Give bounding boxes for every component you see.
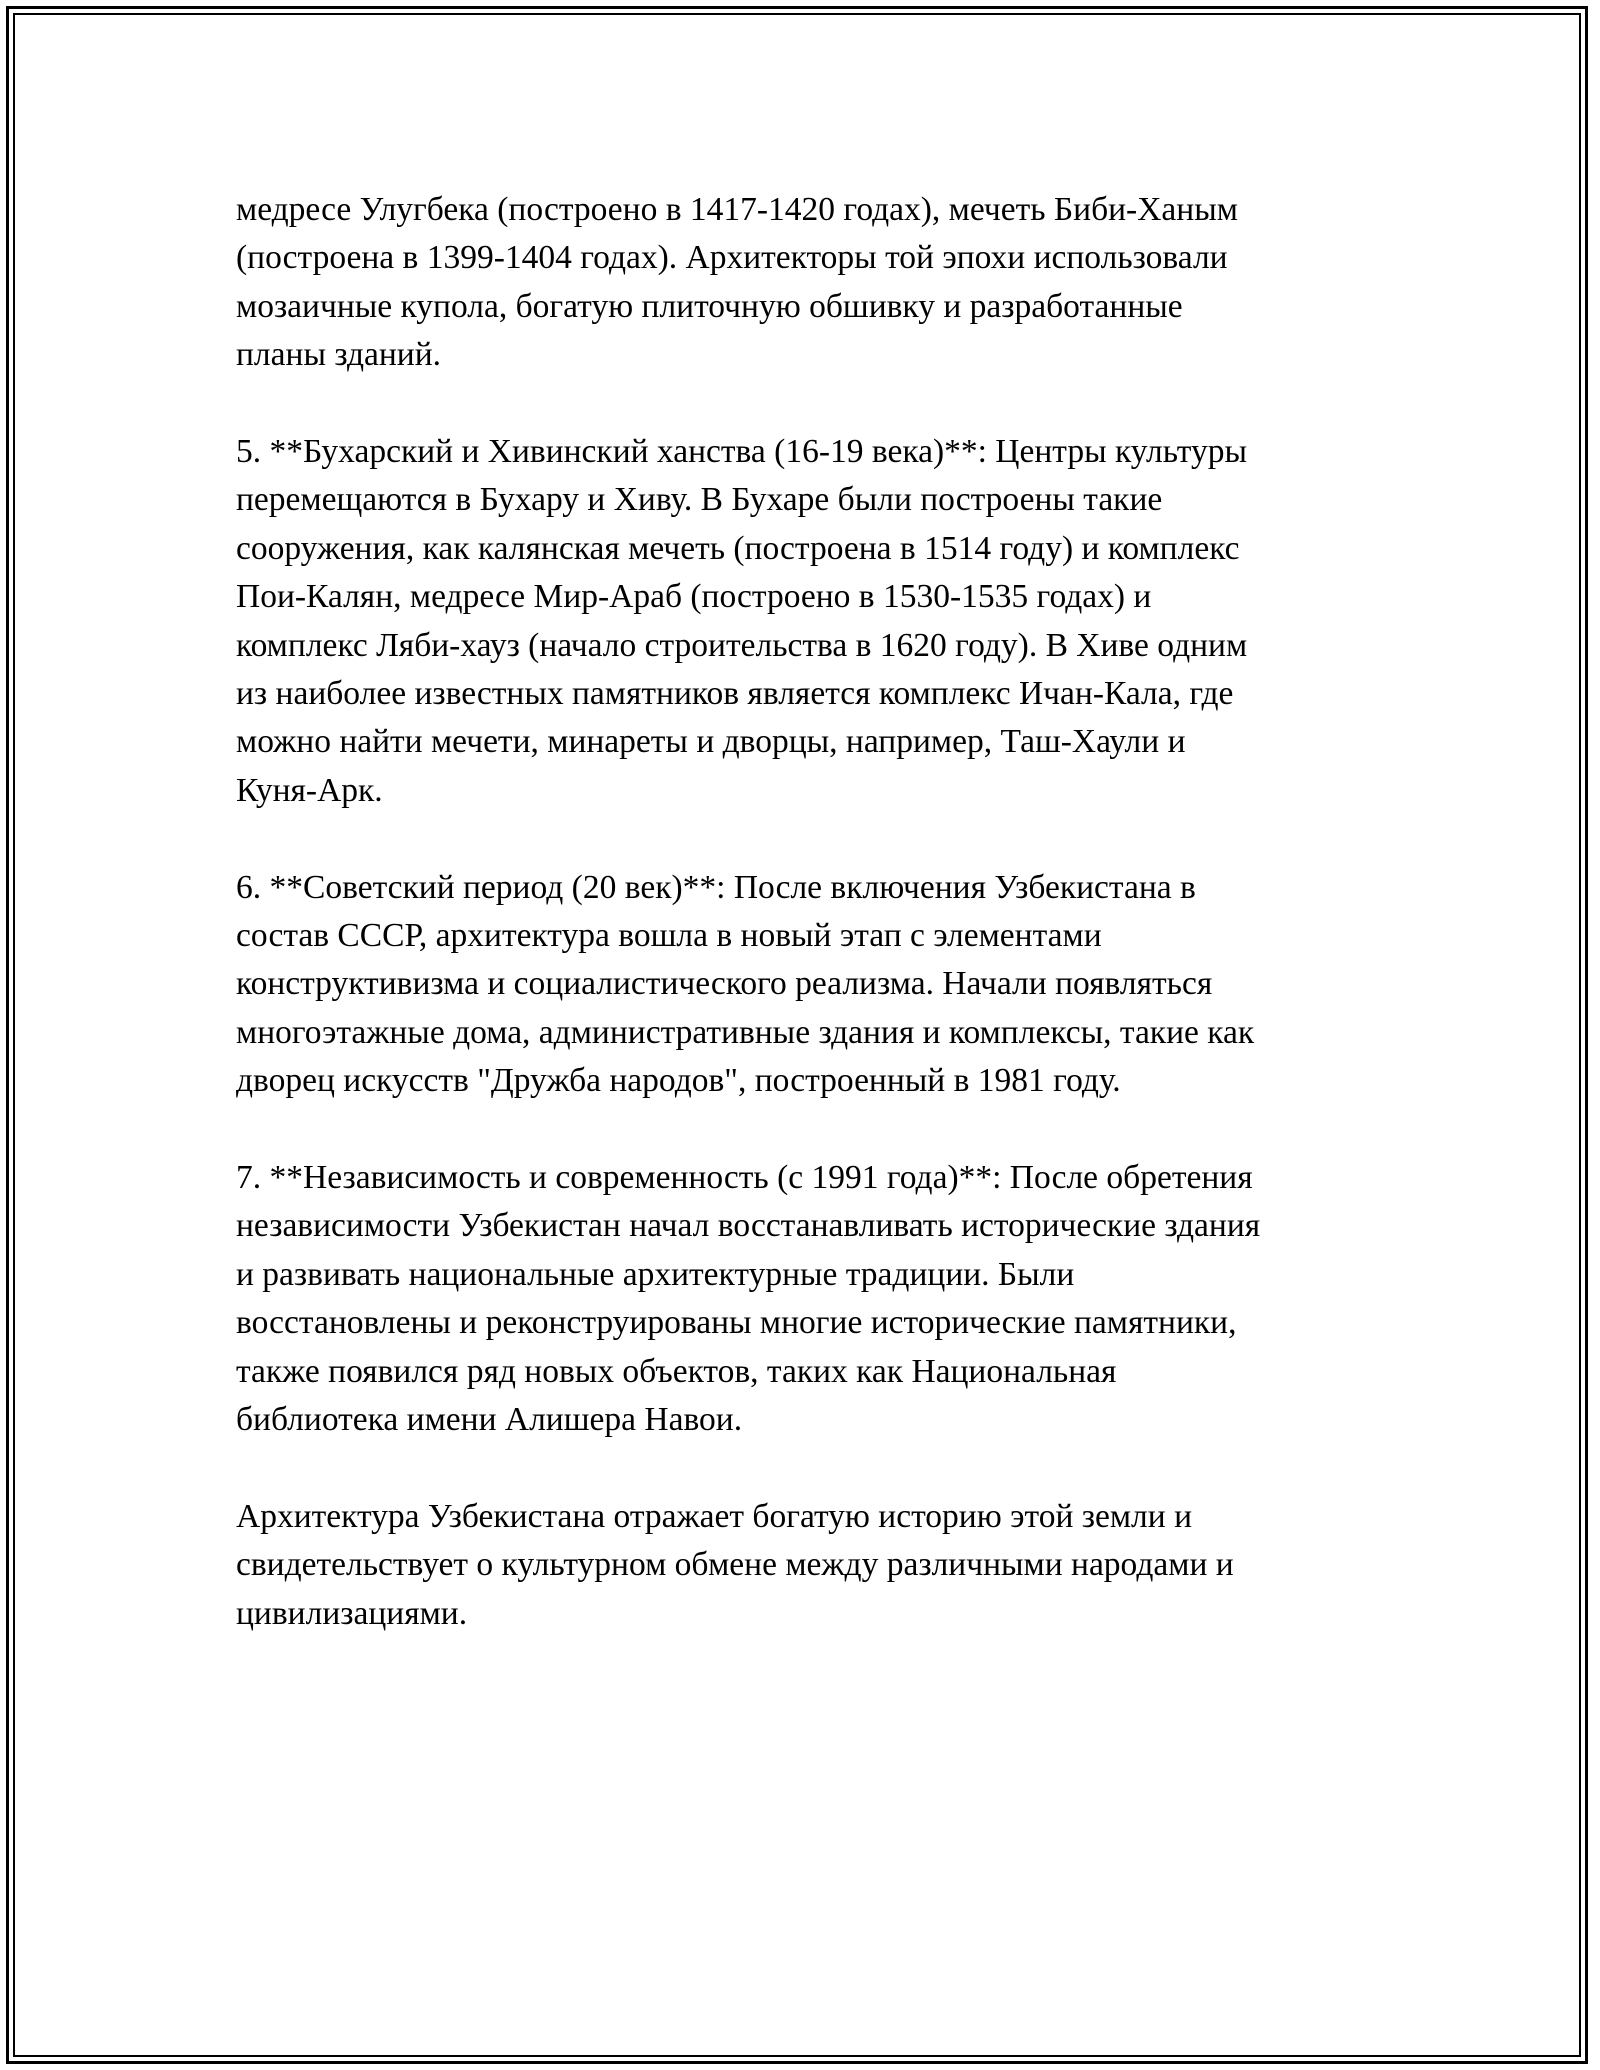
text-line: состав СССР, архитектура вошла в новый этап с элементами [236,917,1102,955]
text-line: также появился ряд новых объектов, таких как Национальная [236,1352,1117,1390]
text-line: многоэтажные дома, административные здания и комплексы, такие как [236,1013,1255,1051]
paragraph-ulugbek-madrasa [236,186,1376,380]
text-line: восстановлены и реконструированы многие исторические памятники, [236,1304,1237,1342]
text-line: 5. **Бухарский и Хивинский ханства (16-19 века)**: Центры культуры [236,433,1247,471]
text-line: из наиболее известных памятников является комплекс Ичан-Кала, где [236,675,1234,713]
text-line: перемещаются в Бухару и Хиву. В Бухаре были построены такие [236,481,1163,519]
text-line: сооружения, как калянская мечеть (построена в 1514 году) и комплекс [236,529,1240,567]
document-body [236,186,1376,1638]
text-line: (построена в 1399-1404 годах). Архитекторы той эпохи использовали [236,239,1228,277]
text-line: 6. **Советский период (20 век)**: После включения Узбекистана в [236,868,1196,906]
paragraph-independence [236,1154,1376,1444]
text-line: Куня-Арк. [236,771,383,809]
text-line: свидетельствует о культурном обмене между различными народами и [236,1546,1234,1584]
text-line: цивилизациями. [236,1594,468,1632]
text-line: Пои-Калян, медресе Мир-Араб (построено в 1530-1535 годах) и [236,578,1152,616]
text-line: дворец искусств "Дружба народов", построенный в 1981 году. [236,1062,1121,1100]
text-line: можно найти мечети, минареты и дворцы, например, Таш-Хаули и [236,723,1186,761]
paragraph-conclusion [236,1493,1376,1638]
text-line: мозаичные купола, богатую плиточную обшивку и разработанные [236,287,1183,325]
text-line: независимости Узбекистан начал восстанавливать исторические здания [236,1207,1261,1245]
text-line: планы зданий. [236,336,442,374]
text-line: библиотека имени Алишера Навои. [236,1401,743,1439]
text-line: 7. **Независимость и современность (с 1991 года)**: После обретения [236,1159,1253,1197]
text-line: и развивать национальные архитектурные традиции. Были [236,1255,1075,1293]
text-line: конструктивизма и социалистического реализма. Начали появляться [236,965,1213,1003]
text-line: Архитектура Узбекистана отражает богатую историю этой земли и [236,1497,1193,1535]
paragraph-soviet-period [236,864,1376,1106]
text-line: комплекс Ляби-хауз (начало строительства в 1620 году). В Хиве одним [236,626,1248,664]
paragraph-bukhara-khiva-khanates [236,428,1376,815]
text-line: медресе Улугбека (построено в 1417-1420 годах), мечеть Биби-Ханым [236,191,1238,228]
